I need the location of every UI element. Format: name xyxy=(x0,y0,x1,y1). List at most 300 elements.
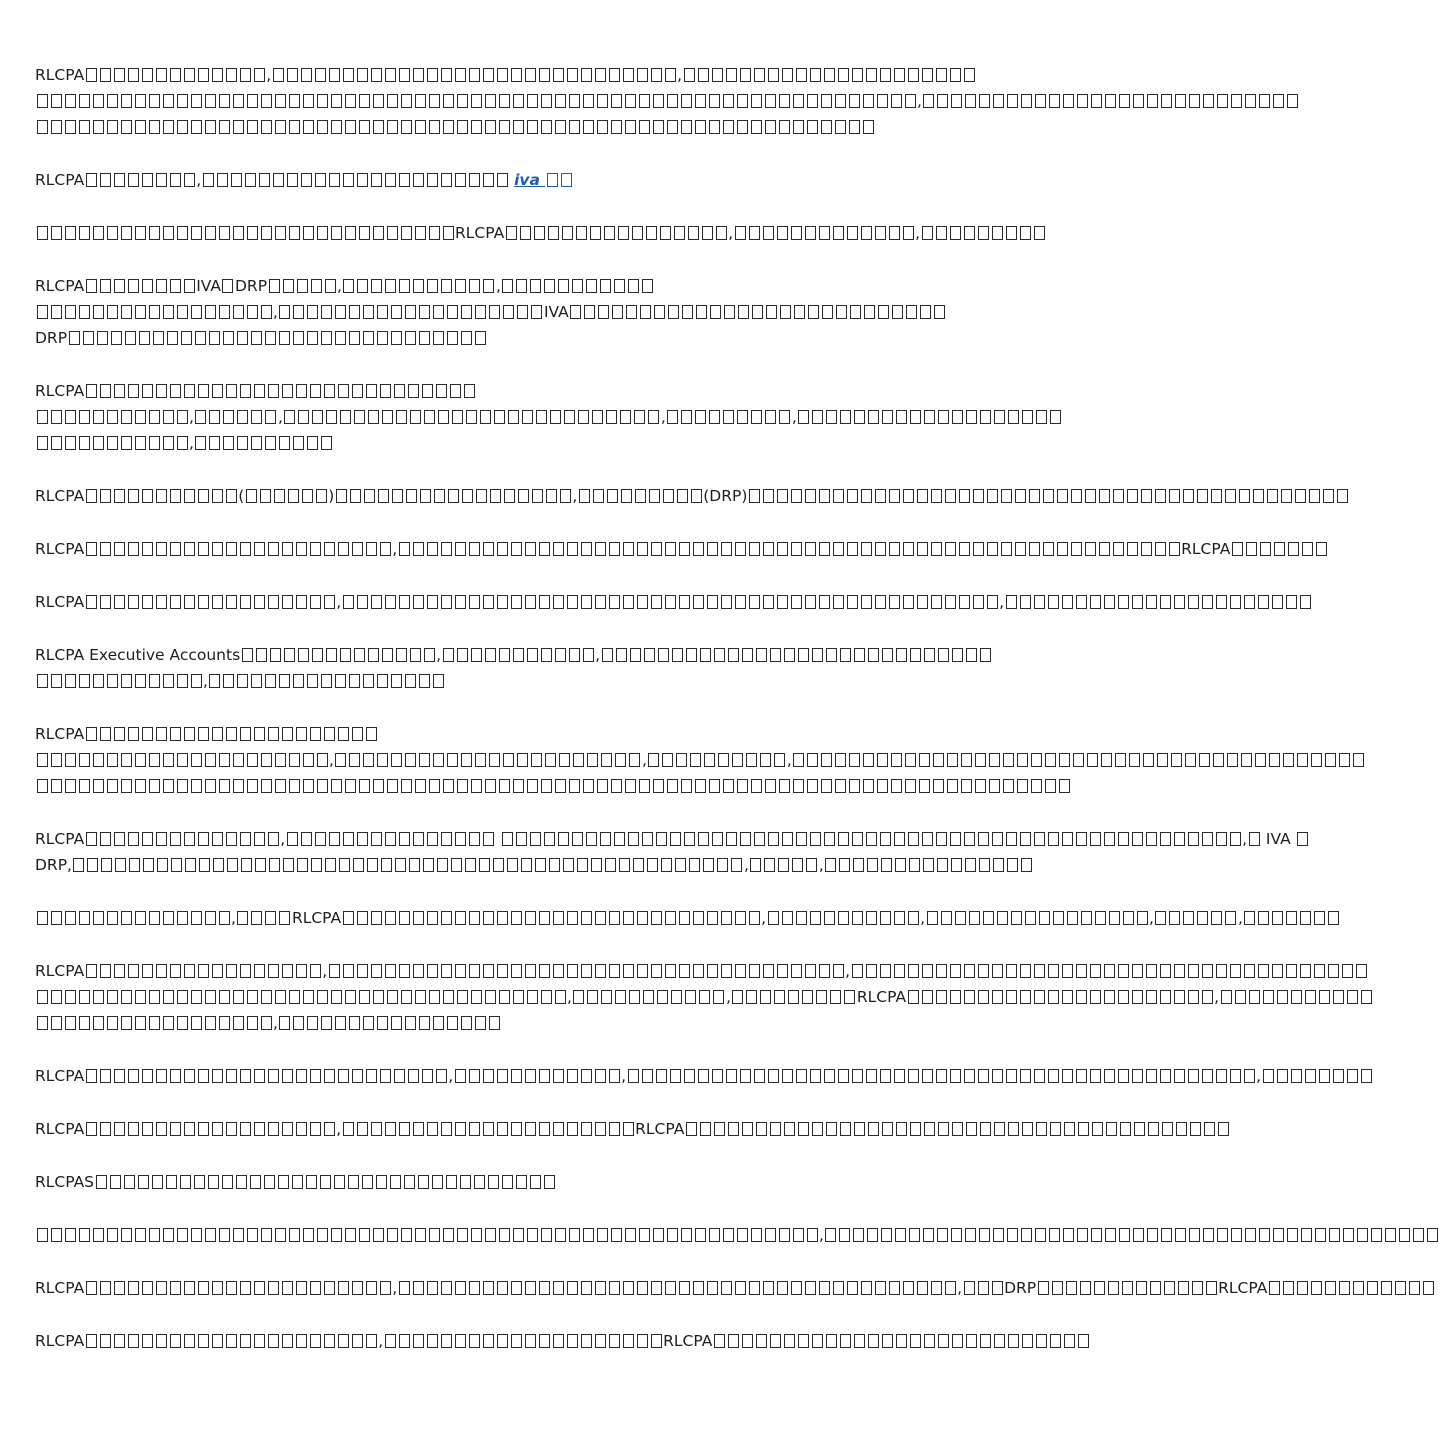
missing-glyph-box xyxy=(1095,911,1106,925)
missing-glyph-box xyxy=(867,1228,878,1242)
missing-glyph-box xyxy=(65,94,76,108)
missing-glyph-box xyxy=(128,964,139,978)
missing-glyph-box xyxy=(812,648,823,662)
missing-glyph-box xyxy=(345,990,356,1004)
missing-glyph-box xyxy=(268,1122,279,1136)
missing-glyph-box xyxy=(922,990,933,1004)
text-line: RLCPA , , xyxy=(35,220,990,246)
missing-glyph-box xyxy=(184,173,195,187)
missing-glyph-box xyxy=(735,595,746,609)
missing-glyph-box xyxy=(896,1334,907,1348)
missing-glyph-box xyxy=(469,279,480,293)
missing-glyph-box xyxy=(1133,1228,1144,1242)
missing-glyph-box xyxy=(93,120,104,134)
missing-glyph-box xyxy=(310,1334,321,1348)
missing-glyph-box xyxy=(423,858,434,872)
missing-glyph-box xyxy=(1258,911,1269,925)
missing-glyph-box xyxy=(760,753,771,767)
text-line: RLCPA , RLCPA xyxy=(35,1328,990,1354)
missing-glyph-box xyxy=(791,1281,802,1295)
iva-link[interactable]: iva xyxy=(514,171,573,189)
missing-glyph-box xyxy=(177,120,188,134)
missing-glyph-box xyxy=(371,595,382,609)
missing-glyph-box xyxy=(951,1228,962,1242)
missing-glyph-box xyxy=(237,674,248,688)
missing-glyph-box xyxy=(833,1281,844,1295)
missing-glyph-box xyxy=(513,779,524,793)
missing-glyph-box xyxy=(135,1016,146,1030)
missing-glyph-box xyxy=(170,964,181,978)
missing-glyph-box xyxy=(65,120,76,134)
missing-glyph-box xyxy=(170,542,181,556)
missing-glyph-box xyxy=(377,753,388,767)
missing-glyph-box xyxy=(114,1281,125,1295)
missing-glyph-box xyxy=(96,1175,107,1189)
missing-glyph-box xyxy=(366,727,377,741)
missing-glyph-box xyxy=(1295,489,1306,503)
missing-glyph-box xyxy=(1188,595,1199,609)
missing-glyph-box xyxy=(1199,753,1210,767)
missing-glyph-box xyxy=(989,753,1000,767)
missing-glyph-box xyxy=(936,68,947,82)
missing-glyph-box xyxy=(863,120,874,134)
missing-glyph-box xyxy=(1189,94,1200,108)
missing-glyph-box xyxy=(917,1281,928,1295)
missing-glyph-box xyxy=(212,384,223,398)
missing-glyph-box xyxy=(923,94,934,108)
missing-glyph-box xyxy=(236,1175,247,1189)
missing-glyph-box xyxy=(525,1334,536,1348)
missing-glyph-box xyxy=(629,753,640,767)
missing-glyph-box xyxy=(1073,753,1084,767)
text-line: RLCPA , , xyxy=(35,589,990,615)
missing-glyph-box xyxy=(805,964,816,978)
missing-glyph-box xyxy=(1161,1228,1172,1242)
missing-glyph-box xyxy=(247,779,258,793)
missing-glyph-box xyxy=(385,595,396,609)
missing-glyph-box xyxy=(1353,1281,1364,1295)
missing-glyph-box xyxy=(922,68,933,82)
missing-glyph-box xyxy=(1099,542,1110,556)
missing-glyph-box xyxy=(371,68,382,82)
text-line xyxy=(35,114,990,140)
missing-glyph-box xyxy=(950,990,961,1004)
missing-glyph-box xyxy=(363,305,374,319)
missing-glyph-box xyxy=(315,68,326,82)
missing-glyph-box xyxy=(866,832,877,846)
missing-glyph-box xyxy=(296,1334,307,1348)
missing-glyph-box xyxy=(170,595,181,609)
missing-glyph-box xyxy=(1122,1281,1133,1295)
missing-glyph-box xyxy=(198,68,209,82)
missing-glyph-box xyxy=(121,305,132,319)
missing-glyph-box xyxy=(247,753,258,767)
missing-glyph-box xyxy=(177,911,188,925)
missing-glyph-box xyxy=(156,1281,167,1295)
missing-glyph-box xyxy=(195,331,206,345)
missing-glyph-box xyxy=(854,410,865,424)
missing-glyph-box xyxy=(936,964,947,978)
missing-glyph-box xyxy=(191,990,202,1004)
missing-glyph-box xyxy=(282,384,293,398)
missing-glyph-box xyxy=(903,542,914,556)
missing-glyph-box xyxy=(298,648,309,662)
missing-glyph-box xyxy=(149,436,160,450)
missing-glyph-box xyxy=(660,226,671,240)
missing-glyph-box xyxy=(261,94,272,108)
missing-glyph-box xyxy=(284,648,295,662)
missing-glyph-box xyxy=(326,648,337,662)
missing-glyph-box xyxy=(352,542,363,556)
missing-glyph-box xyxy=(359,94,370,108)
missing-glyph-box xyxy=(170,1069,181,1083)
missing-glyph-box xyxy=(357,1122,368,1136)
missing-glyph-box xyxy=(387,120,398,134)
missing-glyph-box xyxy=(364,489,375,503)
missing-glyph-box xyxy=(746,753,757,767)
missing-glyph-box xyxy=(1062,990,1073,1004)
missing-glyph-box xyxy=(296,1281,307,1295)
missing-glyph-box xyxy=(371,964,382,978)
missing-glyph-box xyxy=(691,489,702,503)
missing-glyph-box xyxy=(707,964,718,978)
missing-glyph-box xyxy=(483,173,494,187)
missing-glyph-box xyxy=(1141,489,1152,503)
missing-glyph-box xyxy=(1192,1281,1203,1295)
missing-glyph-box xyxy=(791,542,802,556)
missing-glyph-box xyxy=(525,911,536,925)
missing-glyph-box xyxy=(163,990,174,1004)
missing-glyph-box xyxy=(637,911,648,925)
missing-glyph-box xyxy=(184,595,195,609)
missing-glyph-box xyxy=(1423,1281,1434,1295)
missing-glyph-box xyxy=(821,753,832,767)
missing-glyph-box xyxy=(296,542,307,556)
missing-glyph-box xyxy=(455,279,466,293)
missing-glyph-box xyxy=(1175,1228,1186,1242)
missing-glyph-box xyxy=(1109,911,1120,925)
missing-glyph-box xyxy=(1039,911,1050,925)
missing-glyph-box xyxy=(424,410,435,424)
missing-glyph-box xyxy=(1025,911,1036,925)
missing-glyph-box xyxy=(457,990,468,1004)
missing-glyph-box xyxy=(233,305,244,319)
missing-glyph-box xyxy=(973,542,984,556)
missing-glyph-box xyxy=(763,595,774,609)
missing-glyph-box xyxy=(1227,753,1238,767)
missing-glyph-box xyxy=(1269,753,1280,767)
missing-glyph-box xyxy=(794,305,805,319)
missing-glyph-box xyxy=(385,964,396,978)
missing-glyph-box xyxy=(171,858,182,872)
missing-glyph-box xyxy=(651,1334,662,1348)
missing-glyph-box xyxy=(1020,990,1031,1004)
missing-glyph-box xyxy=(922,964,933,978)
missing-glyph-box xyxy=(1076,1069,1087,1083)
missing-glyph-box xyxy=(947,753,958,767)
missing-glyph-box xyxy=(1118,1069,1129,1083)
missing-glyph-box xyxy=(471,779,482,793)
missing-glyph-box xyxy=(317,990,328,1004)
missing-glyph-box xyxy=(1325,753,1336,767)
missing-glyph-box xyxy=(446,1175,457,1189)
missing-glyph-box xyxy=(536,410,547,424)
missing-glyph-box xyxy=(961,779,972,793)
missing-glyph-box xyxy=(475,305,486,319)
missing-glyph-box xyxy=(100,832,111,846)
missing-glyph-box xyxy=(964,1069,975,1083)
missing-glyph-box xyxy=(437,858,448,872)
missing-glyph-box xyxy=(488,1175,499,1189)
missing-glyph-box xyxy=(121,1228,132,1242)
paragraph xyxy=(35,589,1005,615)
missing-glyph-box xyxy=(128,1281,139,1295)
missing-glyph-box xyxy=(310,595,321,609)
missing-glyph-box xyxy=(1174,990,1185,1004)
missing-glyph-box xyxy=(37,436,48,450)
missing-glyph-box xyxy=(135,94,146,108)
missing-glyph-box xyxy=(307,1016,318,1030)
missing-glyph-box xyxy=(87,858,98,872)
missing-glyph-box xyxy=(1008,410,1019,424)
missing-glyph-box xyxy=(770,648,781,662)
missing-glyph-box xyxy=(553,1334,564,1348)
missing-glyph-box xyxy=(499,120,510,134)
missing-glyph-box xyxy=(191,1228,202,1242)
missing-glyph-box xyxy=(382,410,393,424)
missing-glyph-box xyxy=(475,753,486,767)
missing-glyph-box xyxy=(555,1228,566,1242)
missing-glyph-box xyxy=(399,1122,410,1136)
missing-glyph-box xyxy=(387,226,398,240)
missing-glyph-box xyxy=(777,1281,788,1295)
missing-glyph-box xyxy=(665,68,676,82)
missing-glyph-box xyxy=(297,279,308,293)
missing-glyph-box xyxy=(259,173,270,187)
missing-glyph-box xyxy=(219,226,230,240)
missing-glyph-box xyxy=(100,1069,111,1083)
missing-glyph-box xyxy=(1175,94,1186,108)
missing-glyph-box xyxy=(261,1228,272,1242)
missing-glyph-box xyxy=(1155,911,1166,925)
missing-glyph-box xyxy=(910,410,921,424)
missing-glyph-box xyxy=(427,1334,438,1348)
missing-glyph-box xyxy=(195,410,206,424)
missing-glyph-box xyxy=(1035,94,1046,108)
missing-glyph-box xyxy=(483,279,494,293)
missing-glyph-box xyxy=(251,331,262,345)
missing-glyph-box xyxy=(822,305,833,319)
missing-glyph-box xyxy=(779,120,790,134)
missing-glyph-box xyxy=(79,911,90,925)
missing-glyph-box xyxy=(489,1016,500,1030)
missing-glyph-box xyxy=(380,542,391,556)
missing-glyph-box xyxy=(768,1069,779,1083)
missing-glyph-box xyxy=(385,68,396,82)
missing-glyph-box xyxy=(531,753,542,767)
missing-glyph-box xyxy=(1297,832,1308,846)
missing-glyph-box xyxy=(807,1228,818,1242)
missing-glyph-box xyxy=(684,68,695,82)
missing-glyph-box xyxy=(1244,911,1255,925)
missing-glyph-box xyxy=(1160,964,1171,978)
text-line: , xyxy=(35,430,990,456)
text-line: RLCPA , RLCPA xyxy=(35,536,990,562)
missing-glyph-box xyxy=(443,779,454,793)
missing-glyph-box xyxy=(427,279,438,293)
missing-glyph-box xyxy=(825,1228,836,1242)
missing-glyph-box xyxy=(1190,1122,1201,1136)
missing-glyph-box xyxy=(357,279,368,293)
missing-glyph-box xyxy=(79,226,90,240)
text-line: RLCPA , , xyxy=(35,958,990,984)
missing-glyph-box xyxy=(992,964,1003,978)
missing-glyph-box xyxy=(114,1334,125,1348)
missing-glyph-box xyxy=(1115,753,1126,767)
missing-glyph-box xyxy=(1319,990,1330,1004)
missing-glyph-box xyxy=(763,226,774,240)
missing-glyph-box xyxy=(399,832,410,846)
missing-glyph-box xyxy=(628,832,639,846)
missing-glyph-box xyxy=(268,1281,279,1295)
missing-glyph-box xyxy=(37,779,48,793)
missing-glyph-box xyxy=(395,858,406,872)
paragraph xyxy=(35,1222,990,1248)
missing-glyph-box xyxy=(541,990,552,1004)
missing-glyph-box xyxy=(539,1069,550,1083)
missing-glyph-box xyxy=(567,1069,578,1083)
missing-glyph-box xyxy=(756,1334,767,1348)
missing-glyph-box xyxy=(1092,1122,1103,1136)
missing-glyph-box xyxy=(240,1281,251,1295)
missing-glyph-box xyxy=(931,595,942,609)
missing-glyph-box xyxy=(198,1334,209,1348)
missing-glyph-box xyxy=(321,1016,332,1030)
missing-glyph-box xyxy=(1244,595,1255,609)
missing-glyph-box xyxy=(142,489,153,503)
missing-glyph-box xyxy=(1309,489,1320,503)
missing-glyph-box xyxy=(550,410,561,424)
missing-glyph-box xyxy=(513,1228,524,1242)
missing-glyph-box xyxy=(394,1069,405,1083)
missing-glyph-box xyxy=(1090,990,1101,1004)
missing-glyph-box xyxy=(770,1334,781,1348)
missing-glyph-box xyxy=(79,674,90,688)
missing-glyph-box xyxy=(938,648,949,662)
missing-glyph-box xyxy=(1174,832,1185,846)
missing-glyph-box xyxy=(681,410,692,424)
missing-glyph-box xyxy=(1225,911,1236,925)
missing-glyph-box xyxy=(366,542,377,556)
missing-glyph-box xyxy=(931,489,942,503)
missing-glyph-box xyxy=(471,94,482,108)
missing-glyph-box xyxy=(177,1228,188,1242)
missing-glyph-box xyxy=(296,727,307,741)
missing-glyph-box xyxy=(419,1016,430,1030)
missing-glyph-box xyxy=(471,648,482,662)
missing-glyph-box xyxy=(508,410,519,424)
missing-glyph-box xyxy=(959,595,970,609)
missing-glyph-box xyxy=(349,753,360,767)
missing-glyph-box xyxy=(427,1281,438,1295)
missing-glyph-box xyxy=(668,305,679,319)
missing-glyph-box xyxy=(163,753,174,767)
missing-glyph-box xyxy=(805,489,816,503)
missing-glyph-box xyxy=(156,68,167,82)
missing-glyph-box xyxy=(37,120,48,134)
missing-glyph-box xyxy=(293,1016,304,1030)
missing-glyph-box xyxy=(847,1281,858,1295)
missing-glyph-box xyxy=(947,779,958,793)
missing-glyph-box xyxy=(1146,1069,1157,1083)
missing-glyph-box xyxy=(516,1175,527,1189)
missing-glyph-box xyxy=(135,120,146,134)
missing-glyph-box xyxy=(854,1334,865,1348)
paragraph xyxy=(35,220,990,246)
missing-glyph-box xyxy=(681,1228,692,1242)
missing-glyph-box xyxy=(726,832,737,846)
missing-glyph-box xyxy=(910,1334,921,1348)
missing-glyph-box xyxy=(852,832,863,846)
missing-glyph-box xyxy=(852,964,863,978)
missing-glyph-box xyxy=(1211,489,1222,503)
missing-glyph-box xyxy=(86,173,97,187)
missing-glyph-box xyxy=(373,1228,384,1242)
missing-glyph-box xyxy=(866,964,877,978)
missing-glyph-box xyxy=(415,120,426,134)
missing-glyph-box xyxy=(1007,858,1018,872)
missing-glyph-box xyxy=(581,1069,592,1083)
missing-glyph-box xyxy=(637,542,648,556)
missing-glyph-box xyxy=(819,542,830,556)
missing-glyph-box xyxy=(156,173,167,187)
missing-glyph-box xyxy=(443,94,454,108)
missing-glyph-box xyxy=(959,542,970,556)
missing-glyph-box xyxy=(307,674,318,688)
missing-glyph-box xyxy=(1311,753,1322,767)
missing-glyph-box xyxy=(895,858,906,872)
missing-glyph-box xyxy=(681,779,692,793)
missing-glyph-box xyxy=(693,542,704,556)
missing-glyph-box xyxy=(1272,964,1283,978)
missing-glyph-box xyxy=(366,384,377,398)
missing-glyph-box xyxy=(854,1122,865,1136)
missing-glyph-box xyxy=(381,858,392,872)
missing-glyph-box xyxy=(79,410,90,424)
missing-glyph-box xyxy=(975,753,986,767)
missing-glyph-box xyxy=(1104,964,1115,978)
missing-glyph-box xyxy=(583,779,594,793)
missing-glyph-box xyxy=(114,489,125,503)
missing-glyph-box xyxy=(936,832,947,846)
missing-glyph-box xyxy=(455,595,466,609)
missing-glyph-box xyxy=(292,1175,303,1189)
missing-glyph-box xyxy=(555,94,566,108)
missing-glyph-box xyxy=(623,1122,634,1136)
missing-glyph-box xyxy=(93,94,104,108)
missing-glyph-box xyxy=(413,542,424,556)
missing-glyph-box xyxy=(1315,1228,1326,1242)
missing-glyph-box xyxy=(987,542,998,556)
missing-glyph-box xyxy=(359,1228,370,1242)
missing-glyph-box xyxy=(1202,1069,1213,1083)
missing-glyph-box xyxy=(1108,1281,1119,1295)
missing-glyph-box xyxy=(679,1281,690,1295)
missing-glyph-box xyxy=(1283,1281,1294,1295)
missing-glyph-box xyxy=(1104,990,1115,1004)
missing-glyph-box xyxy=(434,489,445,503)
missing-glyph-box xyxy=(1048,964,1059,978)
